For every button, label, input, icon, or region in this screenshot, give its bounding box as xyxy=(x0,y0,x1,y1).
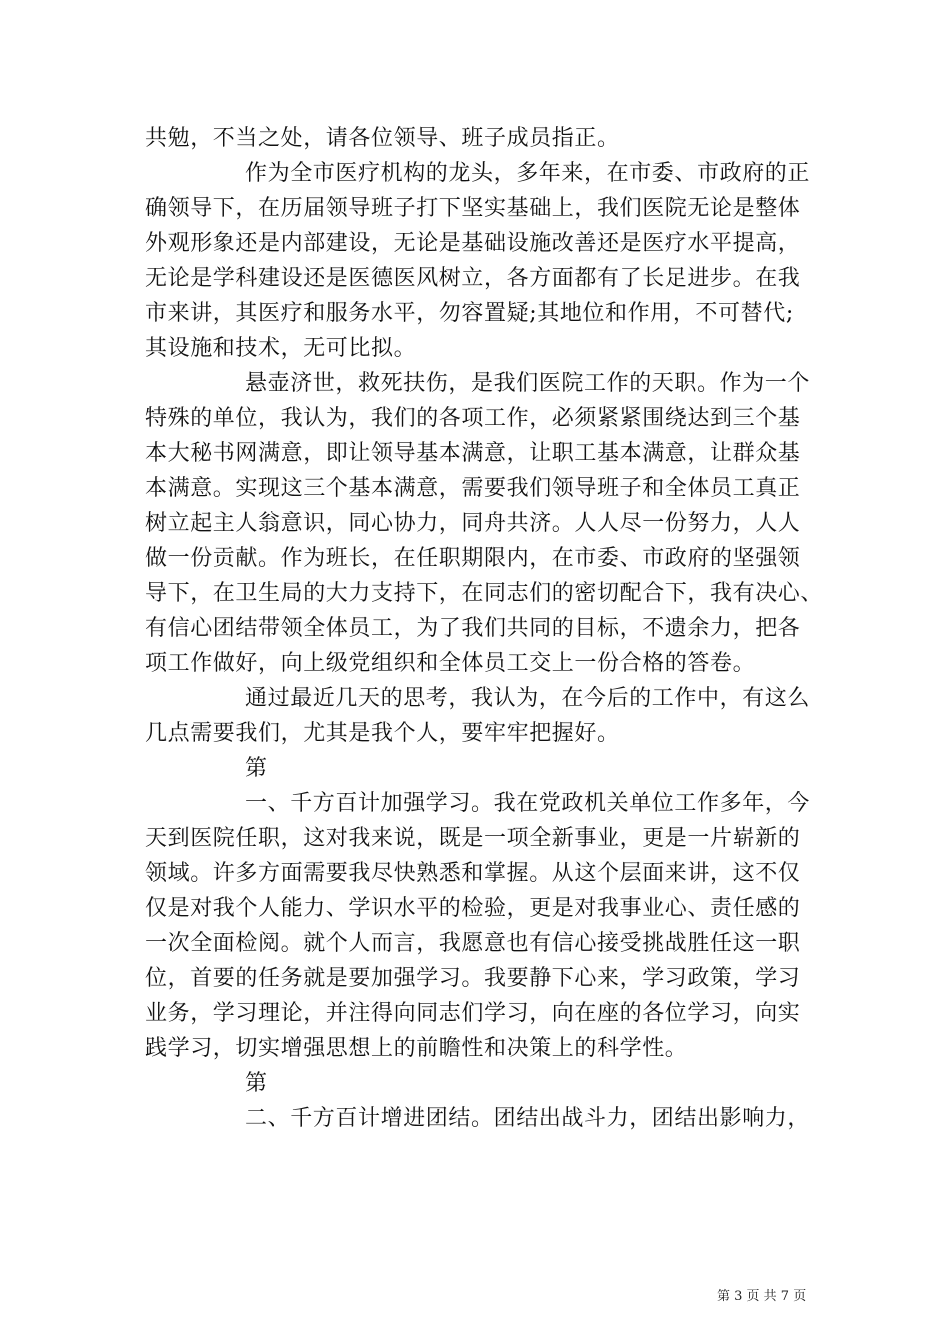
text-line: 践学习，切实增强思想上的前瞻性和决策上的科学性。 xyxy=(145,1036,688,1061)
paragraph-start-line: 一、千方百计加强学习。我在党政机关单位工作多年，今 xyxy=(245,791,811,816)
text-line: 其设施和技术，无可比拟。 xyxy=(145,336,417,361)
text-line: 几点需要我们，尤其是我个人，要牢牢把握好。 xyxy=(145,721,620,746)
text-line: 确领导下，在历届领导班子打下坚实基础上，我们医院无论是整体 xyxy=(145,196,801,221)
text-line: 位，首要的任务就是要加强学习。我要静下心来，学习政策，学习 xyxy=(145,966,801,991)
text-line: 领域。许多方面需要我尽快熟悉和掌握。从这个层面来讲，这不仅 xyxy=(145,861,801,886)
text-line: 外观形象还是内部建设，无论是基础设施改善还是医疗水平提高， xyxy=(145,231,801,256)
text-line: 树立起主人翁意识，同心协力，同舟共济。人人尽一份努力，人人 xyxy=(145,511,801,536)
page-number-footer: 第 3 页 共 7 页 xyxy=(717,1289,807,1304)
text-line: 仅是对我个人能力、学识水平的检验，更是对我事业心、责任感的 xyxy=(145,896,801,921)
text-line: 一次全面检阅。就个人而言，我愿意也有信心接受挑战胜任这一职 xyxy=(145,931,801,956)
text-line: 做一份贡献。作为班长，在任职期限内，在市委、市政府的坚强领 xyxy=(145,546,801,571)
text-line: 共勉，不当之处，请各位领导、班子成员指正。 xyxy=(145,126,620,151)
paragraph-start-line: 悬壶济世，救死扶伤，是我们医院工作的天职。作为一个 xyxy=(245,371,811,396)
text-line: 本大秘书网满意，即让领导基本满意，让职工基本满意，让群众基 xyxy=(145,441,801,466)
text-line: 市来讲，其医疗和服务水平，勿容置疑;其地位和作用，不可替代; xyxy=(145,301,794,326)
section-marker: 第 xyxy=(245,756,268,781)
text-line: 特殊的单位，我认为，我们的各项工作，必须紧紧围绕达到三个基 xyxy=(145,406,801,431)
text-line: 有信心团结带领全体员工，为了我们共同的目标，不遗余力，把各 xyxy=(145,616,801,641)
text-line: 天到医院任职，这对我来说，既是一项全新事业，更是一片崭新的 xyxy=(145,826,801,851)
paragraph-start-line: 通过最近几天的思考，我认为，在今后的工作中，有这么 xyxy=(245,686,811,711)
text-line: 项工作做好，向上级党组织和全体员工交上一份合格的答卷。 xyxy=(145,651,756,676)
text-line: 无论是学科建设还是医德医风树立，各方面都有了长足进步。在我 xyxy=(145,266,801,291)
text-line: 导下，在卫生局的大力支持下，在同志们的密切配合下，我有决心、 xyxy=(145,581,824,606)
paragraph-start-line: 二、千方百计增进团结。团结出战斗力，团结出影响力， xyxy=(245,1106,811,1131)
text-line: 业务，学习理论，并注得向同志们学习，向在座的各位学习，向实 xyxy=(145,1001,801,1026)
paragraph-start-line: 作为全市医疗机构的龙头，多年来，在市委、市政府的正 xyxy=(245,161,811,186)
text-line: 本满意。实现这三个基本满意，需要我们领导班子和全体员工真正 xyxy=(145,476,801,501)
section-marker: 第 xyxy=(245,1071,268,1096)
